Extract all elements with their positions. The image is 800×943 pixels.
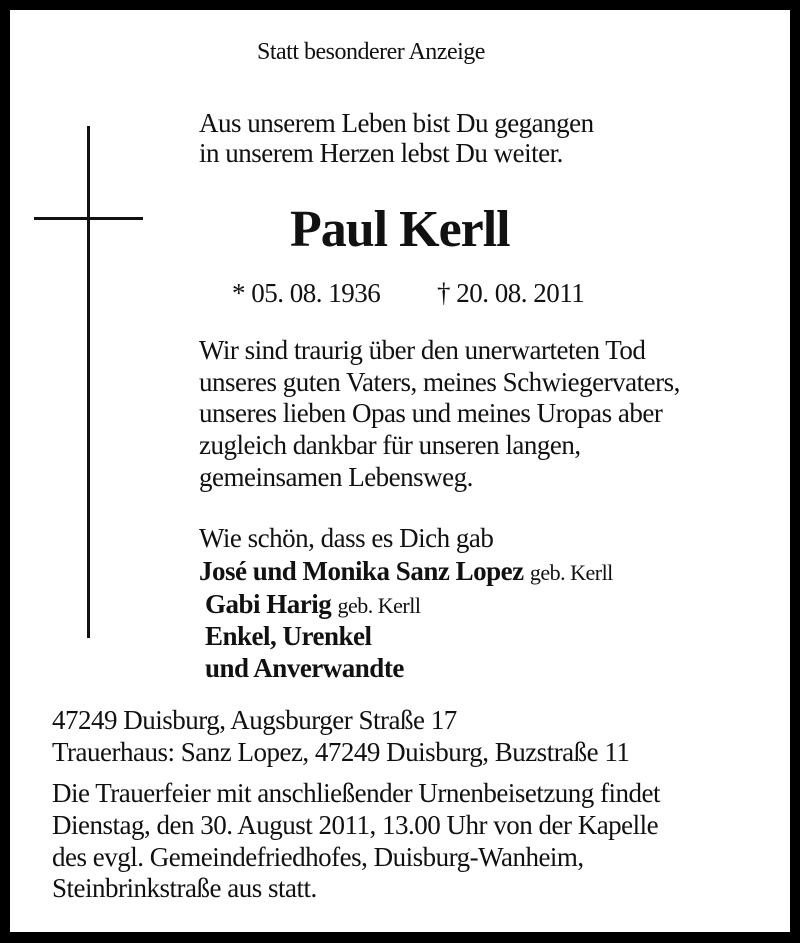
deceased-name: Paul Kerll (290, 201, 510, 258)
message-line: unseres lieben Opas und meines Uropas aber (199, 398, 663, 428)
cross-icon-vertical (87, 126, 90, 638)
mourner (199, 555, 613, 589)
cross-icon-horizontal (34, 217, 143, 220)
mourner: Enkel, Urenkel (205, 621, 372, 651)
notice-frame (10, 10, 790, 932)
mourner-name: Gabi Harig (205, 589, 332, 619)
funeral-line: Dienstag, den 30. August 2011, 13.00 Uhr von der Kapelle (52, 810, 659, 840)
mourner-note: geb. Kerll (529, 560, 613, 585)
address-line: Trauerhaus: Sanz Lopez, 47249 Duisburg, Buzstraße 11 (52, 737, 630, 767)
death-date: † 20. 08. 2011 (437, 278, 585, 308)
message-line: zugleich dankbar für unseren langen, (199, 430, 581, 460)
mourner (205, 588, 420, 622)
closing-line: Wie schön, dass es Dich gab (199, 523, 494, 553)
mourner-note: geb. Kerll (337, 593, 421, 618)
funeral-line: Die Trauerfeier mit anschließender Urnenbeisetzung findet (52, 778, 661, 808)
mourner-name: José und Monika Sanz Lopez (199, 556, 524, 586)
funeral-line: Steinbrinkstraße aus statt. (52, 873, 317, 903)
poem-line: Aus unserem Leben bist Du gegangen (199, 108, 594, 138)
address-line: 47249 Duisburg, Augsburger Straße 17 (52, 705, 457, 735)
message-line: Wir sind traurig über den unerwarteten Tod (199, 335, 646, 365)
birth-date: * 05. 08. 1936 (232, 278, 381, 308)
message-line: gemeinsamen Lebensweg. (199, 462, 473, 492)
funeral-line: des evgl. Gemeindefriedhofes, Duisburg-Wanheim, (52, 842, 584, 872)
poem-line: in unserem Herzen lebst Du weiter. (199, 138, 563, 168)
notice-header: Statt besonderer Anzeige (257, 39, 485, 65)
mourner: und Anverwandte (205, 653, 404, 683)
message-line: unseres guten Vaters, meines Schwiegervaters, (199, 367, 680, 397)
